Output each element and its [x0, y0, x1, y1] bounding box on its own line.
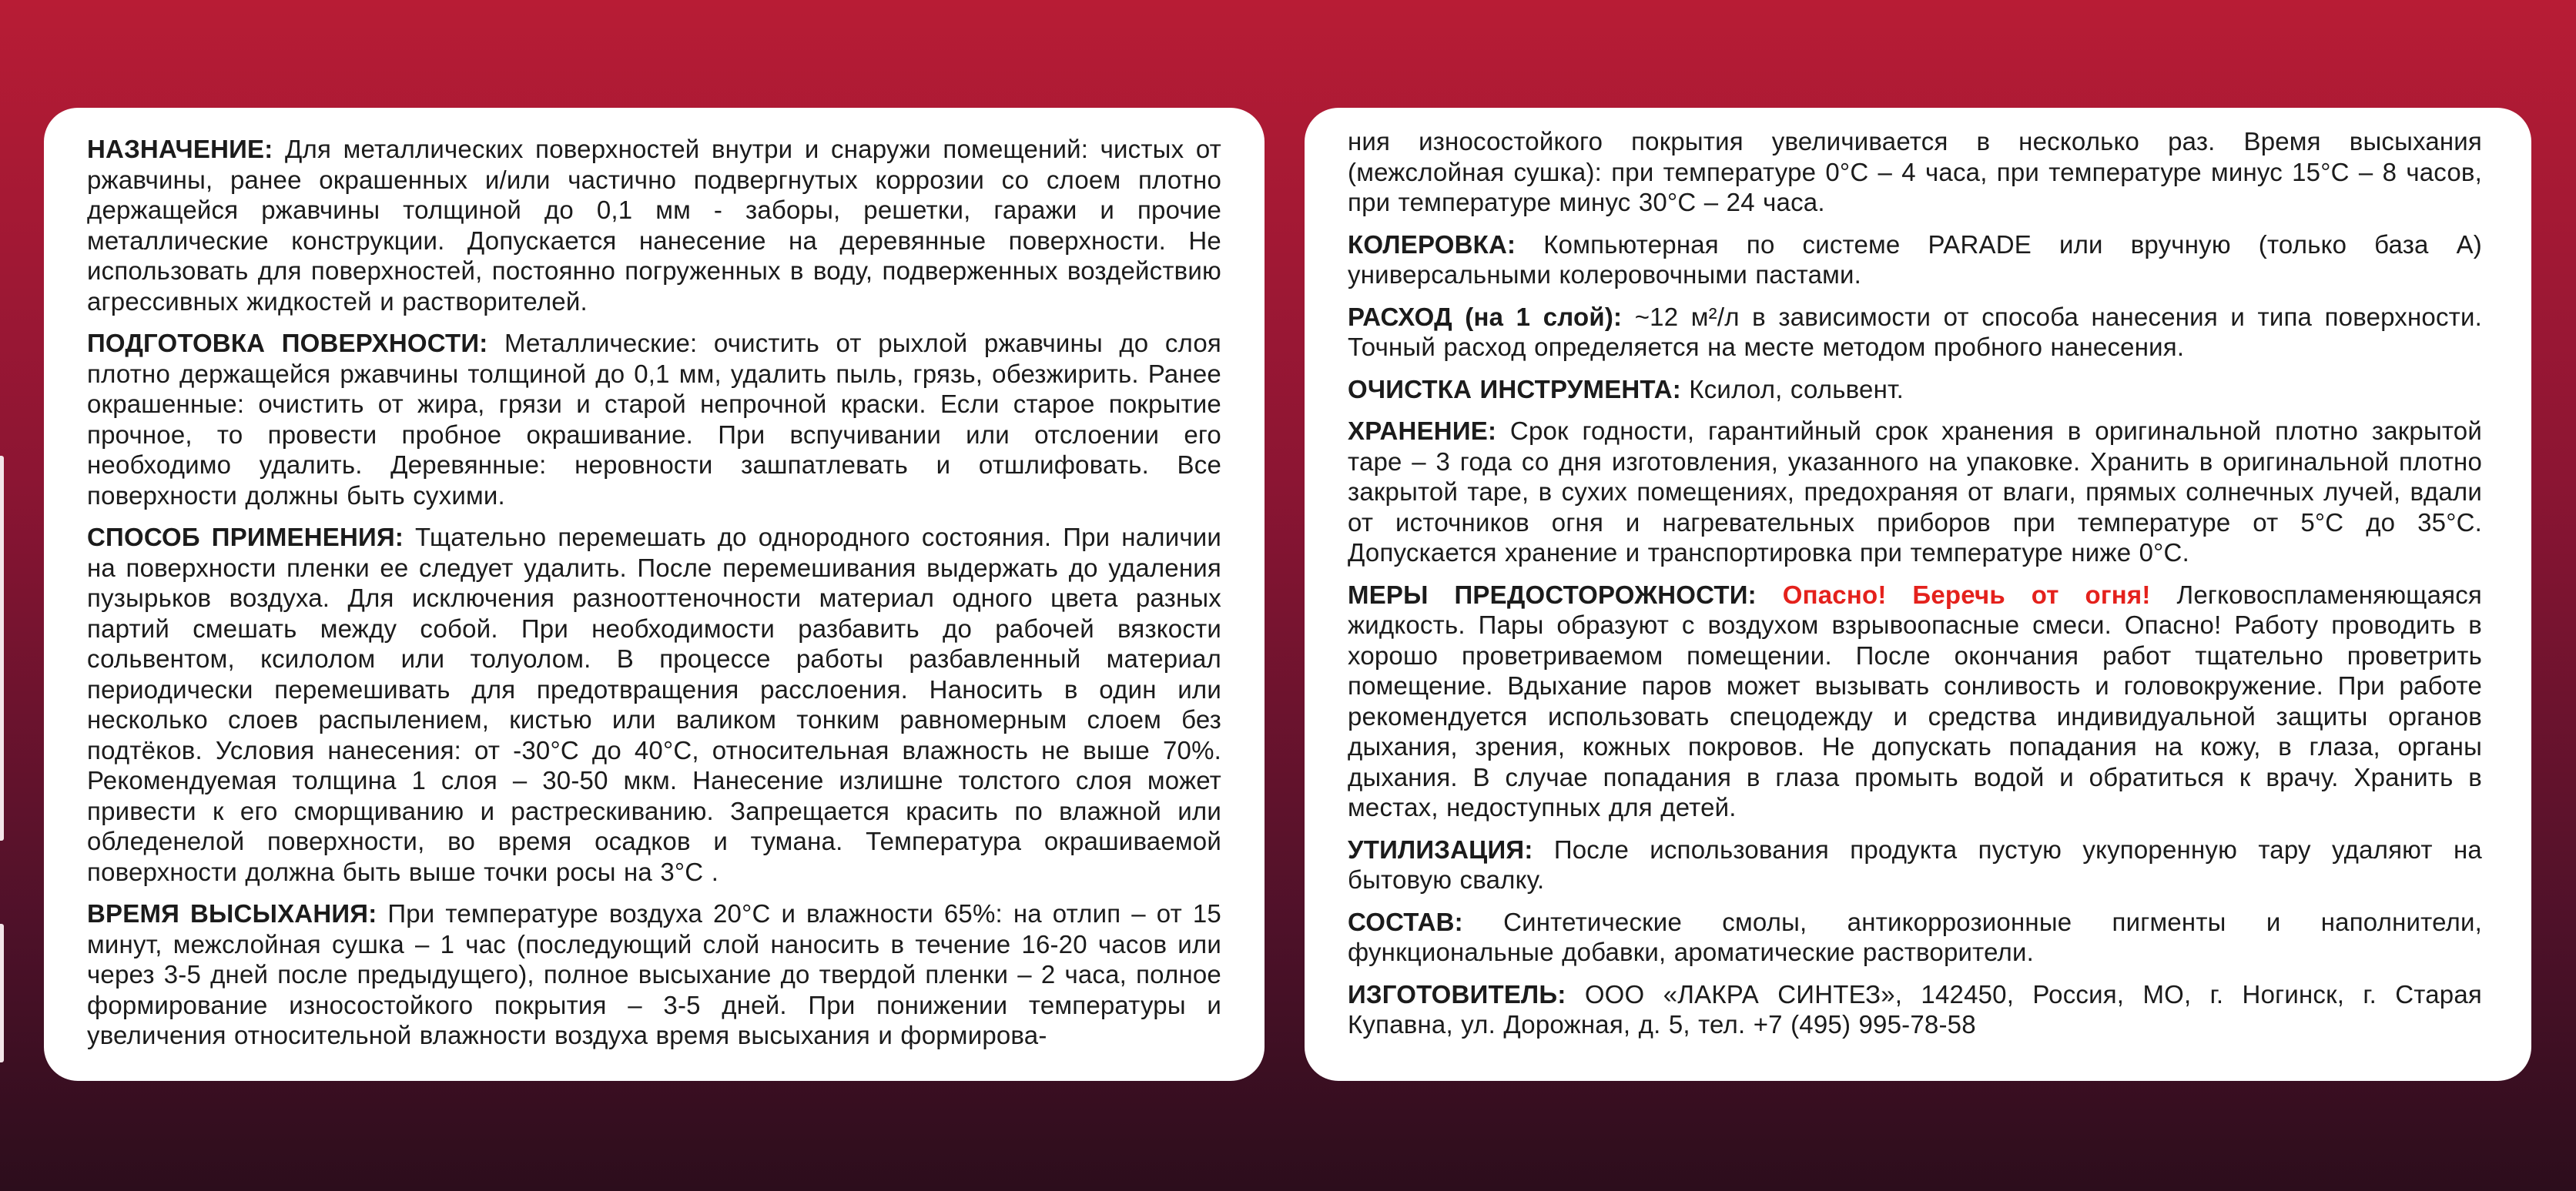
section-storage [1348, 416, 2482, 568]
section-text: Тщательно перемешать до однородного состояния. При наличии на поверхности пленки ее следует удалить. После перемешивания выдержать до удаления пузырьков воздуха. Для исключения разнооттеночности материал одного цвета разных партий смешать между собой. При необходимости разбавить до рабочей вязкости сольвентом, ксилолом или толуолом. В процессе работы разбавленный материал периодически перемешивать для предотвращения расслоения. Наносить в один или несколько слоев распылением, кистью или валиком тонким равномерным слоем без подтёков. Условия нанесения: от -30°C до 40°C, относительная влажность не выше 70%. Рекомендуемая толщина 1 слоя – 30-50 мкм. Нанесение излишне толстого слоя может привести к его сморщиванию и растрескиванию. Запрещается красить по влажной или обледенелой поверхности, во время осадков и тумана. Температура окрашиваемой поверхности должна быть выше точки росы на 3°C . [87, 523, 1222, 886]
section-application-method [87, 522, 1221, 887]
section-text: Для металлических поверхностей внутри и снаружи помещений: чистых от ржавчины, ранее окрашенных и/или частично подвергнутых коррозии со слоем плотно держащейся ржавчины толщиной до 0,1 мм - заборы, решетки, гаражи и прочие металлические конструкции. Допускается нанесение на деревянные поверхности. Не использовать для поверхностей, постоянно погруженных в воду, подверженных воздействию агрессивных жидкостей и растворителей. [87, 135, 1221, 316]
label-panel-left [44, 108, 1265, 1081]
section-heading: МЕРЫ ПРЕДОСТОРОЖНОСТИ: [1348, 580, 1757, 609]
section-heading: СПОСОБ ПРИМЕНЕНИЯ: [87, 523, 404, 551]
edge-mark-bottom [0, 924, 4, 1062]
section-consumption [1348, 302, 2482, 363]
section-heading: ПОДГОТОВКА ПОВЕРХНОСТИ: [87, 329, 488, 357]
fire-warning: Опасно! Беречь от огня! [1782, 580, 2151, 609]
section-heading: НАЗНАЧЕНИЕ: [87, 135, 273, 163]
section-text: Ксилол, сольвент. [1680, 374, 1904, 403]
section-heading: ОЧИСТКА ИНСТРУМЕНТА: [1348, 374, 1681, 403]
section-purpose [87, 134, 1221, 316]
section-heading: ИЗГОТОВИТЕЛЬ: [1348, 979, 1566, 1009]
section-tool-cleaning [1348, 374, 2482, 405]
section-text: ния износостойкого покрытия увеличивается в несколько раз. Время высыхания (межслойная сушка): при температуре 0°C – 4 часа, при температуре минус 15°C – 8 часов, при температуре минус 30°C – 24 часа. [1348, 127, 2482, 216]
label-panel-right [1305, 108, 2531, 1081]
section-heading: РАСХОД (на 1 слой): [1348, 302, 1623, 331]
section-heading: ХРАНЕНИЕ: [1348, 417, 1497, 445]
section-text: Металлические: очистить от рыхлой ржавчины до слоя плотно держащейся ржавчины толщиной до 0,1 мм, удалить пыль, грязь, обезжирить. Ранее окрашенные: очистить от жира, грязи и старой непрочной краски. Если старое покрытие прочное, то провести пробное окрашивание. При вспучивании или отслоении его необходимо удалить. Деревянные: неровности зашпатлевать и отшлифовать. Все поверхности должны быть сухими. [87, 329, 1222, 510]
section-heading: ВРЕМЯ ВЫСЫХАНИЯ: [87, 899, 377, 928]
section-text: ООО «ЛАКРА СИНТЕЗ», 142450, Россия, МО, г. Ногинск, г. Старая Купавна, ул. Дорожная, д. 5, тел. +7 (495) 995-78-58 [1348, 979, 2482, 1039]
section-heading: КОЛЕРОВКА: [1348, 229, 1516, 259]
section-drying-time [87, 898, 1221, 1051]
section-surface-preparation [87, 328, 1221, 510]
section-tinting [1348, 229, 2482, 290]
section-heading: УТИЛИЗАЦИЯ: [1348, 835, 1533, 864]
section-text: Срок годности, гарантийный срок хранения в оригинальной плотно закрытой таре – 3 года со дня изготовления, указанного на упаковке. Хранить в оригинальной плотно закрытой таре, в сухих помещениях, предохраняя от влаги, прямых солнечных лучей, вдали от источников огня и нагревательных приборов при температуре от 5°C до 35°C. Допускается хранение и транспортировка при температуре ниже 0°C. [1348, 417, 2482, 567]
section-text: При температуре воздуха 20°C и влажности 65%: на отлип – от 15 минут, межслойная сушка – 1 час (последующий слой наносить в течение 16-20 часов или через 3-5 дней после предыдущего), полное высыхание до твердой пленки – 2 часа, полное формирование износостойкого покрытия – 3-5 дней. При понижении температуры и увеличения относительной влажности воздуха время высыхания и формирова- [87, 899, 1221, 1049]
section-text: Легковоспламеняющаяся жидкость. Пары образуют с воздухом взрывоопасные смеси. Опасно! Работу проводить в хорошо проветриваемом помещении. После окончания работ тщательно проветрить помещение. Вдыхание паров может вызывать сонливость и головокружение. При работе рекомендуется использовать спецодежду и средства индивидуальной защиты органов дыхания, зрения, кожных покровов. Не допускать попадания на кожу, в глаза, органы дыхания. В случае попадания в глаза промыть водой и обратиться к врачу. Хранить в местах, недоступных для детей. [1348, 580, 2482, 821]
section-heading: СОСТАВ: [1348, 907, 1463, 936]
section-drying-time-continued [1348, 126, 2482, 218]
section-text: После использования продукта пустую укупоренную тару удаляют на бытовую свалку. [1348, 835, 2482, 894]
section-disposal [1348, 835, 2482, 895]
section-text: ~12 м²/л в зависимости от способа нанесения и типа поверхности. Точный расход определяется на месте методом пробного нанесения. [1348, 302, 2482, 361]
section-composition [1348, 907, 2482, 968]
section-text: Синтетические смолы, антикоррозионные пигменты и наполнители, функциональные добавки, ароматические растворители. [1348, 907, 2482, 966]
section-precautions [1348, 580, 2482, 823]
section-text: Компьютерная по системе PARADE или вручную (только база А) универсальными колеровочными пастами. [1348, 229, 2482, 289]
section-manufacturer [1348, 979, 2482, 1040]
edge-mark-top [0, 456, 4, 841]
